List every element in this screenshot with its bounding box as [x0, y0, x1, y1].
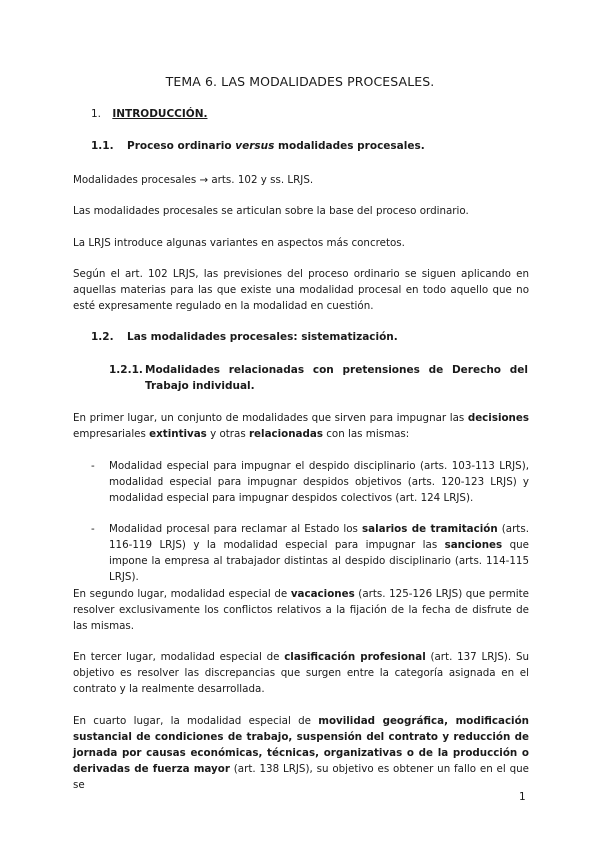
list-item-text: Modalidad procesal para reclamar al Estado los salarios de tramitación (arts. 116-119 LRJS) y la modalidad especial para impugnar las sanciones que impone la empresa al trabajador distintas al despido disciplinario (arts. 114-115 LRJS). — [109, 523, 529, 583]
section-title-italic: versus — [235, 140, 275, 152]
page-title: TEMA 6. LAS MODALIDADES PROCESALES. — [165, 74, 435, 89]
list-item-text: Modalidad especial para impugnar el despido disciplinario (arts. 103-113 LRJS), modalidad especial para impugnar despidos objetivos (arts. 120-123 LRJS) y modalidad especial para impugnar despidos colectivos (art. 124 LRJS). — [109, 460, 529, 504]
section-heading-1-2-1 — [109, 362, 528, 394]
paragraph: En cuarto lugar, la modalidad especial de movilidad geográfica, modificación sustancial de condiciones de trabajo, suspensión del contrato y reducción de jornada por causas económicas, técnicas, organizativas o de la producción o derivadas de fuerza mayor (art. 138 LRJS), su objetivo es obtener un fallo en el que se — [73, 715, 529, 791]
paragraph: Las modalidades procesales se articulan sobre la base del proceso ordinario. — [73, 205, 469, 217]
paragraph: En primer lugar, un conjunto de modalidades que sirven para impugnar las decisiones empresariales extintivas y otras relacionadas con las mismas: — [73, 412, 529, 440]
section-number: 1. — [91, 108, 102, 120]
paragraph: Según el art. 102 LRJS, las previsiones del proceso ordinario se siguen aplicando en aquellas materias para las que existe una modalidad procesal en todo aquello que no esté expresamente regulado en la modalidad en cuestión. — [73, 268, 529, 312]
section-number: 1.1. — [91, 140, 114, 152]
list-item — [91, 458, 529, 506]
section-heading-1 — [91, 108, 207, 120]
section-number: 1.2.1. — [109, 364, 143, 376]
page-number: 1 — [519, 791, 526, 803]
section-title-pre: Proceso ordinario — [127, 140, 236, 152]
list-dash: - — [91, 460, 95, 472]
section-title: Modalidades relacionadas con pretensiones de Derecho del Trabajo individual. — [145, 364, 528, 392]
section-heading-1-2 — [91, 331, 398, 343]
paragraph: La LRJS introduce algunas variantes en aspectos más concretos. — [73, 237, 405, 249]
section-heading-1-1 — [91, 140, 425, 152]
paragraph: Modalidades procesales → arts. 102 y ss. LRJS. — [73, 174, 314, 186]
section-number: 1.2. — [91, 331, 114, 343]
list-dash: - — [91, 523, 95, 535]
paragraph: En segundo lugar, modalidad especial de vacaciones (arts. 125-126 LRJS) que permite resolver exclusivamente los conflictos relativos a la fijación de la fecha de disfrute de las mismas. — [73, 588, 529, 632]
section-title-post: modalidades procesales. — [274, 140, 425, 152]
paragraph: En tercer lugar, modalidad especial de clasificación profesional (art. 137 LRJS). Su objetivo es resolver las discrepancias que surgen entre la categoría asignada en el contrato y la realmente desarrollada. — [73, 651, 530, 695]
section-title: Las modalidades procesales: sistematización. — [127, 331, 398, 343]
list-item — [91, 521, 529, 585]
section-title: INTRODUCCIÓN. — [112, 108, 208, 120]
